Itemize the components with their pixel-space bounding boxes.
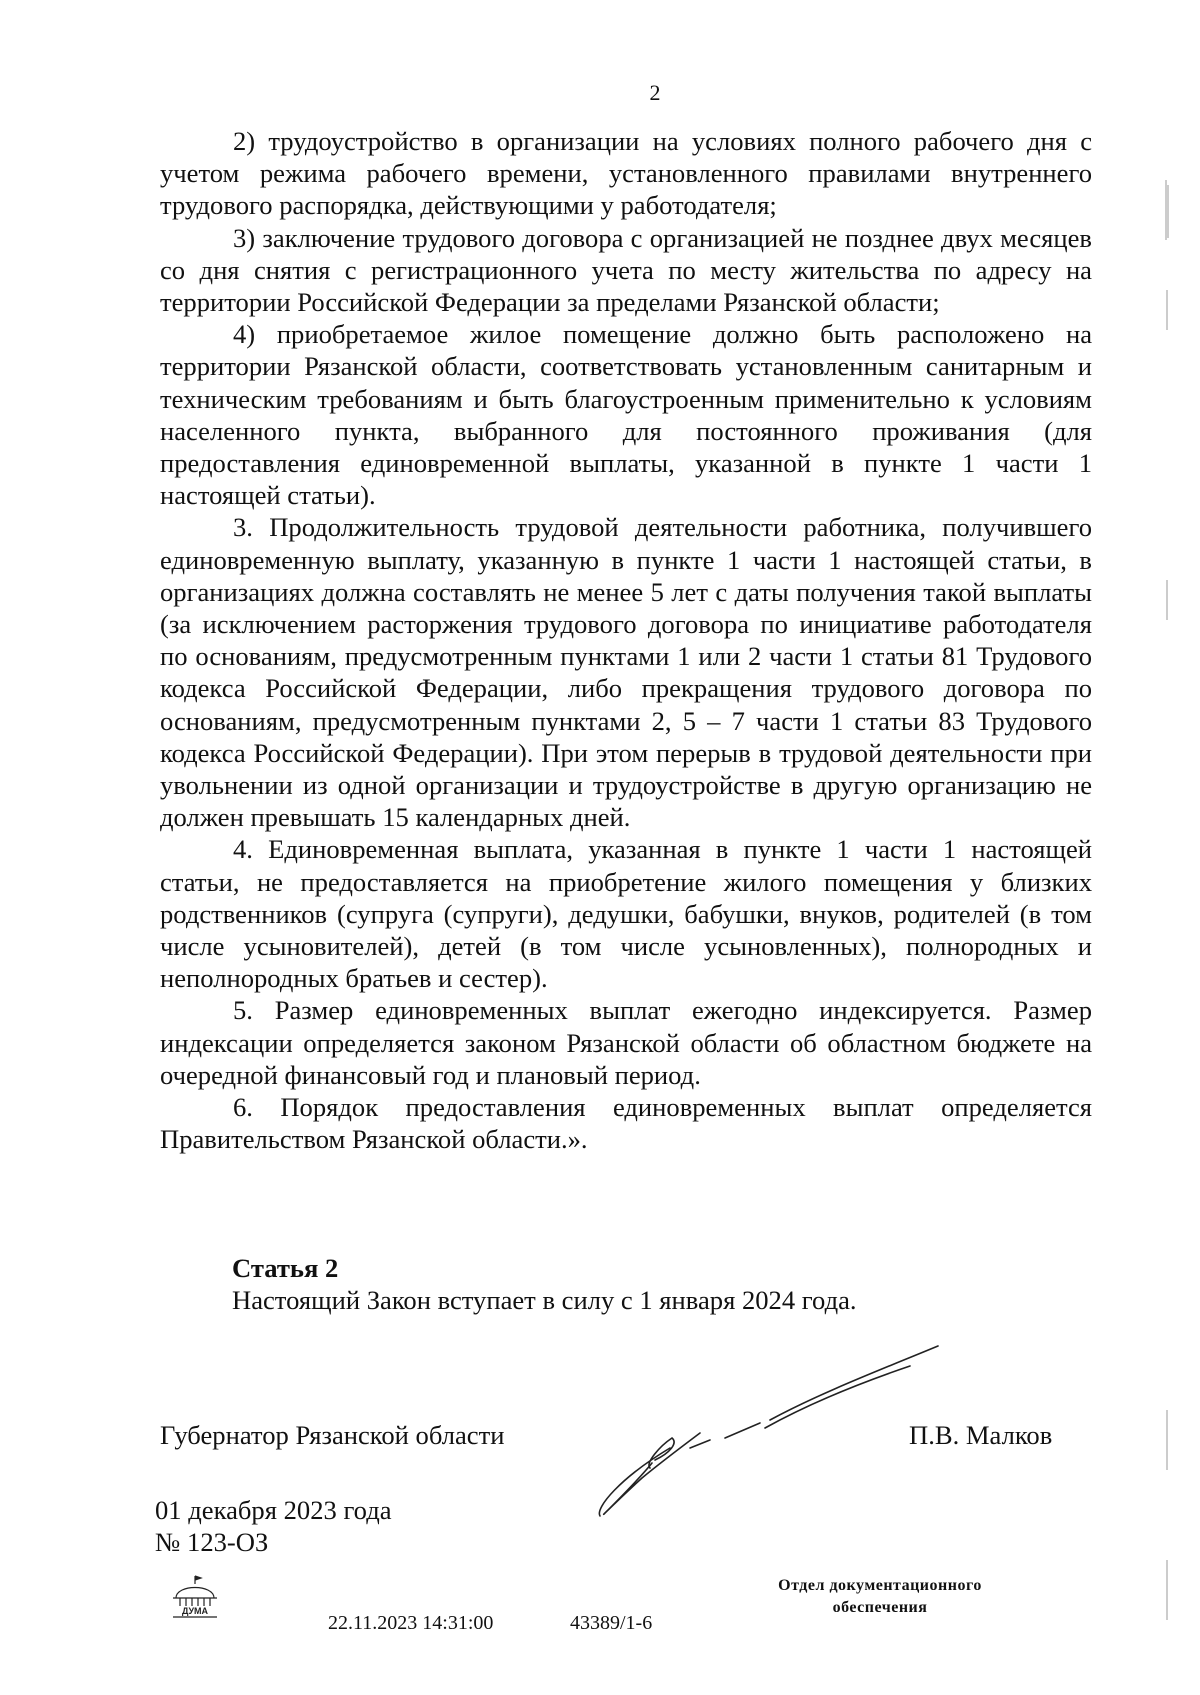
department-stamp [720, 1575, 1040, 1619]
clause-2: 2) трудоустройство в организации на условиях полного рабочего дня с учетом режима рабочего времени, установленного правилами внутреннего трудового распорядка, действующими у работодателя; [160, 126, 1092, 221]
duma-logo-icon [170, 1568, 220, 1620]
department-line-1: Отдел документационного [778, 1577, 982, 1594]
document-id: 43389/1-6 [570, 1612, 653, 1634]
article-2 [232, 1252, 857, 1316]
law-body [160, 125, 1092, 1156]
law-number: № 123-ОЗ [155, 1527, 269, 1557]
logo-text: ДУМА [181, 1606, 209, 1616]
registration-timestamp: 22.11.2023 14:31:00 [328, 1612, 494, 1634]
article-text: Настоящий Закон вступает в силу с 1 января 2024 года. [232, 1285, 857, 1315]
part-4: 4. Единовременная выплата, указанная в пункте 1 части 1 настоящей статьи, не предоставляется на приобретение жилого помещения у близких родственников (супруга (супруги), дедушки, бабушки, внуков, родителей (в том числе усыновителей), детей (в том числе усыновленных), полнородных и неполнородных братьев и сестер). [160, 834, 1092, 994]
part-3: 3. Продолжительность трудовой деятельности работника, получившего единовременную выплату, указанную в пункте 1 части 1 настоящей статьи, в организациях должна составлять не менее 5 лет с даты получения такой выплаты (за исключением расторжения трудового договора по инициативе работодателя по основаниям, предусмотренным пунктами 1 или 2 части 1 статьи 81 Трудового кодекса Российской Федерации, либо прекращения трудового договора по основаниям, предусмотренным пунктами 2, 5 – 7 части 1 статьи 83 Трудового кодекса Российской Федерации). При этом перерыв в трудовой деятельности при увольнении из одной организации и трудоустройстве в другую организацию не должен превышать 15 календарных дней. [160, 512, 1092, 833]
page-number: 2 [649, 80, 661, 105]
department-line-2: обеспечения [832, 1599, 928, 1616]
part-6: 6. Порядок предоставления единовременных выплат определяется Правительством Рязанской области.». [160, 1092, 1092, 1155]
part-5: 5. Размер единовременных выплат ежегодно индексируется. Размер индексации определяется законом Рязанской области об областном бюджете на очередной финансовый год и плановый период. [160, 995, 1092, 1090]
signatory-position: Губернатор Рязанской области [160, 1420, 505, 1450]
law-details [155, 1494, 392, 1558]
article-title: Статья 2 [232, 1253, 339, 1283]
scan-edge-marks [1164, 180, 1172, 1630]
signatory-name: П.В. Малков [909, 1420, 1053, 1450]
clause-3: 3) заключение трудового договора с организацией не позднее двух месяцев со дня снятия с регистрационного учета по месту жительства по адресу на территории Российской Федерации за пределами Рязанской области; [160, 222, 1092, 318]
law-date: 01 декабря 2023 года [155, 1495, 392, 1525]
handwritten-signature [560, 1338, 960, 1528]
clause-4: 4) приобретаемое жилое помещение должно быть расположено на территории Рязанской области, соответствовать установленным санитарным и техническим требованиям и быть благоустроенным применительно к условиям населенного пункта, выбранного для постоянного проживания (для предоставления единовременной выплаты, указанной в пункте 1 части 1 настоящей статьи). [160, 319, 1092, 511]
